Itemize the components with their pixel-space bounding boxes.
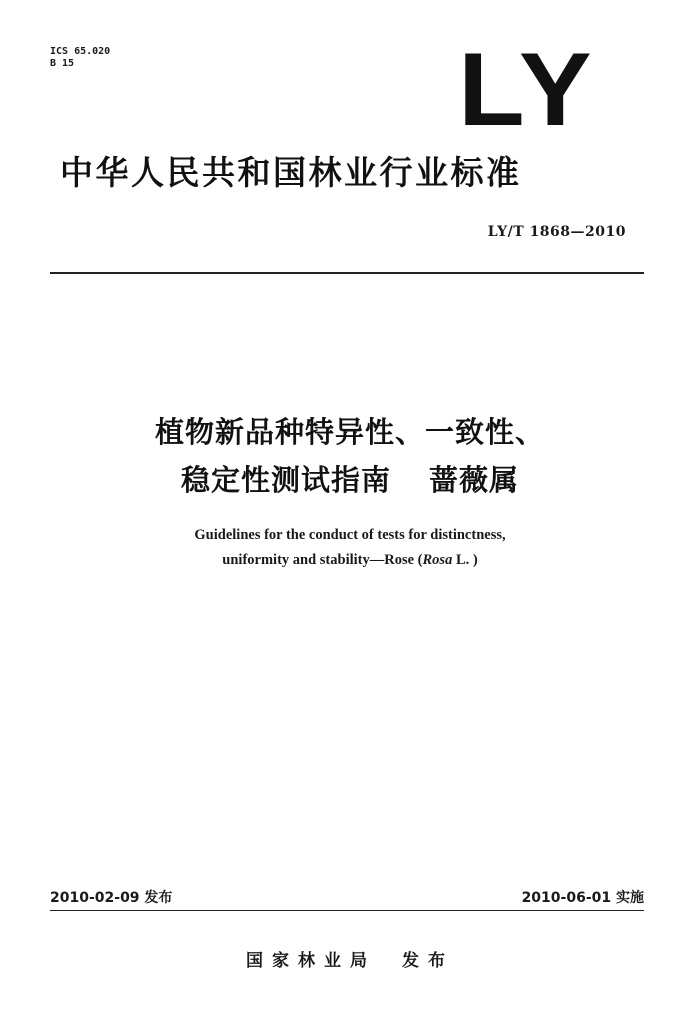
publisher-action: 发布 <box>402 951 454 971</box>
document-title-en-line1: Guidelines for the conduct of tests for distinctness, <box>194 527 506 543</box>
implementation-date: 2010-06-01 实施 <box>521 890 644 906</box>
document-title-cn-part1: 稳定性测试指南 <box>180 463 391 497</box>
standard-number: LY/T 1868—2010 <box>487 224 626 240</box>
issue-date: 2010-02-09 发布 <box>50 890 173 906</box>
document-title-en-genus: Rosa <box>422 552 453 568</box>
document-title-cn-line1: 植物新品种特异性、一致性、 <box>154 415 545 449</box>
footer-divider <box>50 910 644 911</box>
document-title-en-line2 <box>60 550 640 570</box>
ics-code: ICS 65.020 <box>50 46 111 57</box>
document-title-en-suffix: L. ) <box>452 552 478 568</box>
document-title-en-prefix: uniformity and stability—Rose ( <box>222 552 423 568</box>
document-title-cn-line2 <box>60 461 640 499</box>
ly-logo: LY <box>458 32 596 148</box>
standard-category-title: 中华人民共和国林业行业标准 <box>60 153 522 192</box>
document-title-cn-part2: 蔷薇属 <box>429 463 520 497</box>
ccs-code: B 15 <box>50 58 75 69</box>
publisher-org: 国家林业局 <box>246 951 376 971</box>
publisher-line <box>0 946 700 971</box>
header-divider <box>50 272 644 274</box>
